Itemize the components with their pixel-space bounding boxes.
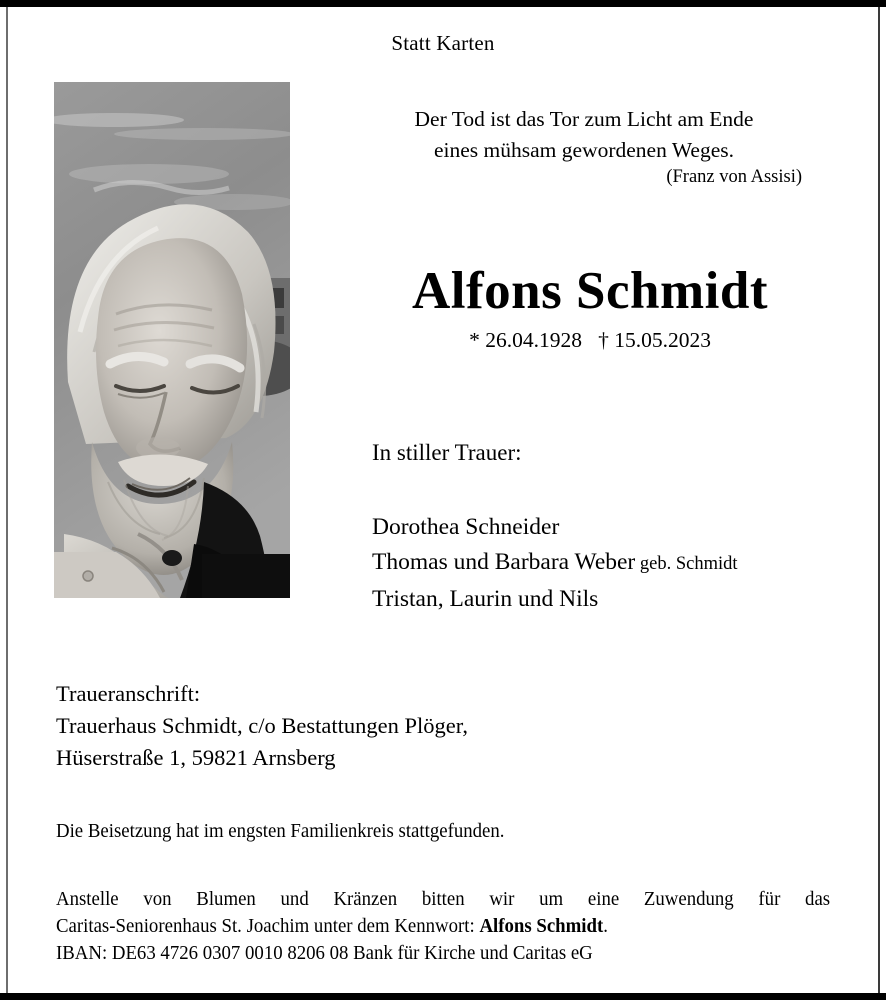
quote-attribution: (Franz von Assisi) xyxy=(666,167,802,187)
deceased-name: Alfons Schmidt xyxy=(412,262,768,320)
mourners-list xyxy=(372,510,738,617)
border-right xyxy=(878,7,880,993)
deceased-dates: * 26.04.1928 † 15.05.2023 xyxy=(469,328,711,352)
border-bottom xyxy=(0,993,886,1000)
address-line-2: Hüserstraße 1, 59821 Arnsberg xyxy=(56,745,336,770)
border-left xyxy=(6,7,8,993)
mourner-line-1: Dorothea Schneider xyxy=(372,514,560,540)
address-heading: Traueranschrift: xyxy=(56,681,201,706)
mourner-line-2-main: Thomas und Barbara Weber xyxy=(372,549,636,575)
donation-keyword: Alfons Schmidt xyxy=(479,915,604,937)
donation-line-2-suffix: . xyxy=(603,915,608,937)
donation-line-1: Anstelle von Blumen und Kränzen bitten wir um eine Zuwendung für das xyxy=(56,888,831,910)
quote-line-1: Der Tod ist das Tor zum Licht am Ende xyxy=(414,107,754,131)
mourner-line-2-suffix: geb. Schmidt xyxy=(635,554,738,574)
quote-text xyxy=(334,104,834,166)
mourner-line-3: Tristan, Laurin und Nils xyxy=(372,586,599,612)
donation-line-2-colon: : xyxy=(469,915,480,937)
donation-line-2-prefix: Caritas-Seniorenhaus St. Joachim unter dem Kennwort xyxy=(56,915,470,937)
mourner-line-2 xyxy=(372,545,738,582)
quote-line-2: eines mühsam gewordenen Weges. xyxy=(434,138,734,162)
mourning-address xyxy=(56,678,468,774)
donation-request xyxy=(56,886,830,967)
donation-bank-line: IBAN: DE63 4726 0307 0010 8206 08 Bank für Kirche und Caritas eG xyxy=(56,942,593,964)
statt-karten-heading: Statt Karten xyxy=(391,31,495,55)
border-top xyxy=(0,0,886,7)
portrait-photo xyxy=(54,82,290,598)
donation-line-2 xyxy=(56,913,784,940)
address-line-1: Trauerhaus Schmidt, c/o Bestattungen Plöger, xyxy=(56,713,468,738)
funeral-note: Die Beisetzung hat im engsten Familienkreis stattgefunden. xyxy=(56,820,505,842)
mourners-heading: In stiller Trauer: xyxy=(372,440,522,465)
